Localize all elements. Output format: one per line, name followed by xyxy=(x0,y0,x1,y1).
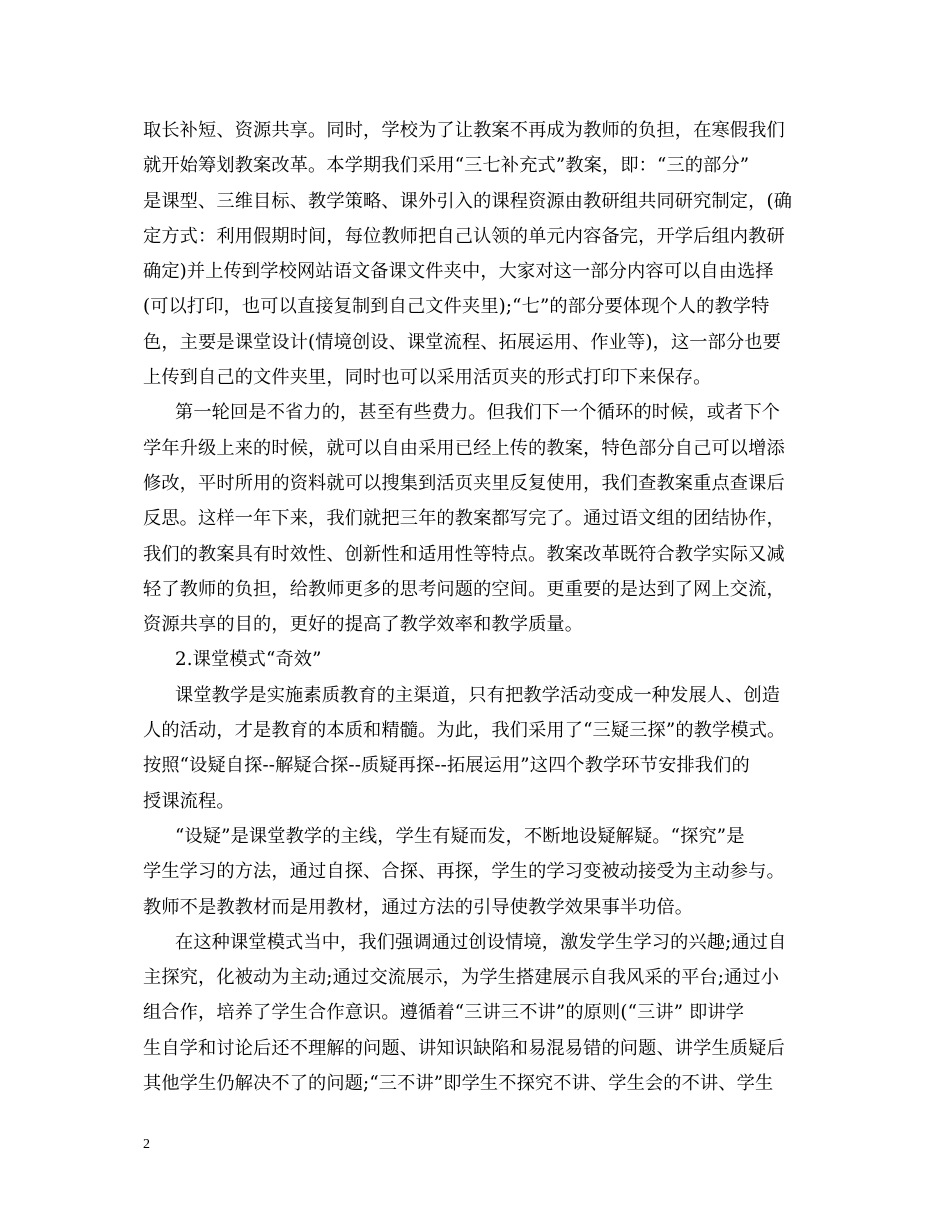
text-line: 其他学生仍解决不了的问题;“三不讲”即学生不探究不讲、学生会的不讲、学生 xyxy=(143,1073,774,1095)
text-line: 按照“设疑自探--解疑合探--质疑再探--拓展运用”这四个教学环节安排我们的 xyxy=(143,755,750,777)
text-line: 教师不是教教材而是用教材，通过方法的引导使教学效果事半功倍。 xyxy=(143,896,694,918)
text-line: 定方式：利用假期时间，每位教师把自己认领的单元内容备完，开学后组内教研 xyxy=(143,225,785,247)
text-line: 在这种课堂模式当中，我们强调通过创设情境，激发学生学习的兴趣;通过自 xyxy=(175,931,787,953)
page-number: 2 xyxy=(143,1137,150,1152)
text-line: 人的活动，才是教育的本质和精髓。为此，我们采用了“三疑三探”的教学模式。 xyxy=(143,720,786,742)
text-line: “设疑”是课堂教学的主线，学生有疑而发，不断地设疑解疑。“探究”是 xyxy=(175,825,745,847)
text-line: 2.课堂模式“奇效” xyxy=(175,649,322,671)
text-line: 资源共享的目的，更好的提高了教学效率和教学质量。 xyxy=(143,614,584,636)
text-line: 主探究，化被动为主动;通过交流展示，为学生搭建展示自我风采的平台;通过小 xyxy=(143,967,780,989)
text-line: 组合作，培养了学生合作意识。遵循着“三讲三不讲”的原则(“三讲” 即讲学 xyxy=(143,1002,745,1024)
text-line: 修改，平时所用的资料就可以搜集到活页夹里反复使用，我们查教案重点查课后 xyxy=(143,472,785,494)
document-body xyxy=(143,113,823,1101)
text-line: 轻了教师的负担，给教师更多的思考问题的空间。更重要的是达到了网上交流， xyxy=(143,578,785,600)
text-line: 反思。这样一年下来，我们就把三年的教案都写完了。通过语文组的团结协作， xyxy=(143,508,785,530)
text-line: 上传到自己的文件夹里，同时也可以采用活页夹的形式打印下来保存。 xyxy=(143,367,712,389)
text-line: 我们的教案具有时效性、创新性和适用性等特点。教案改革既符合教学实际又减 xyxy=(143,543,785,565)
text-line: 学年升级上来的时候，就可以自由采用已经上传的教案，特色部分自己可以增添 xyxy=(143,437,785,459)
text-line: 取长补短、资源共享。同时，学校为了让教案不再成为教师的负担，在寒假我们 xyxy=(143,120,785,141)
text-line: 学生学习的方法，通过自探、合探、再探，学生的学习变被动接受为主动参与。 xyxy=(143,861,785,883)
text-line: 生自学和讨论后还不理解的问题、讲知识缺陷和易混易错的问题、讲学生质疑后 xyxy=(143,1037,785,1059)
text-line: 确定)并上传到学校网站语文备课文件夹中，大家对这一部分内容可以自由选择 xyxy=(143,261,774,283)
text-line: 第一轮回是不省力的，甚至有些费力。但我们下一个循环的时候，或者下个 xyxy=(175,402,781,424)
text-line: (可以打印，也可以直接复制到自己文件夹里);“七”的部分要体现个人的教学特 xyxy=(143,296,770,318)
text-line: 是课型、三维目标、教学策略、课外引入的课程资源由教研组共同研究制定，(确 xyxy=(143,190,793,212)
text-line: 授课流程。 xyxy=(143,790,235,812)
text-line: 课堂教学是实施素质教育的主渠道，只有把教学活动变成一种发展人、创造 xyxy=(175,684,781,706)
text-line: 就开始筹划教案改革。本学期我们采用“三七补充式”教案，即：“三的部分” xyxy=(143,155,750,177)
text-line: 色，主要是课堂设计(情境创设、课堂流程、拓展运用、作业等)，这一部分也要 xyxy=(143,331,781,353)
